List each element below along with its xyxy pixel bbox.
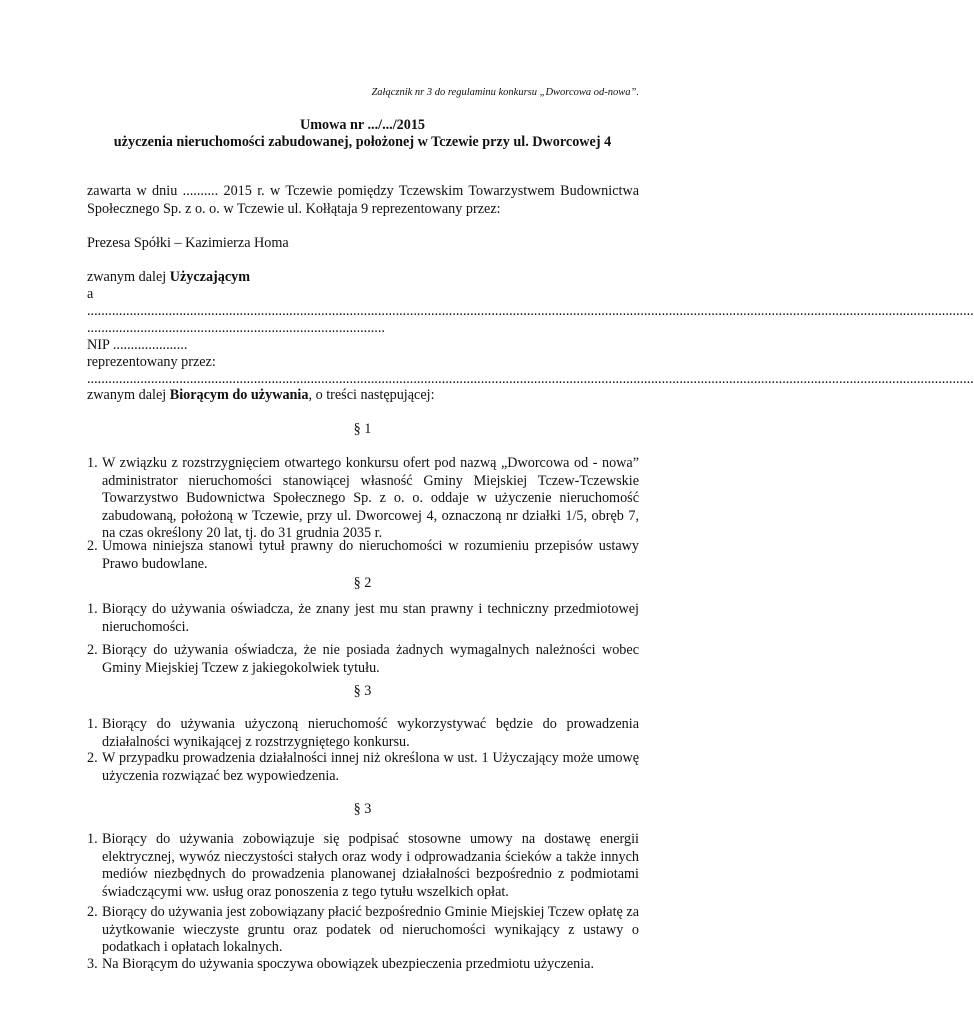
lender-name: Użyczającym <box>169 269 251 285</box>
lender-definition <box>87 269 639 287</box>
section-2-item-2 <box>87 642 639 677</box>
annex-note: Załącznik nr 3 do regulaminu konkursu „Dworcowa od-nowa”. <box>371 87 639 98</box>
borrower-suffix: , o treści następującej: <box>308 387 435 403</box>
item-number: 2. <box>87 750 98 766</box>
borrower-name: Biorącym do używania <box>169 387 309 403</box>
section-4-heading: § 3 <box>353 801 372 817</box>
lender-prefix: zwanym dalej <box>87 269 170 285</box>
item-text: Umowa niniejsza stanowi tytuł prawny do nieruchomości w rozumieniu przepisów ustawy Prawo budowlane. <box>102 538 639 572</box>
item-number: 2. <box>87 904 98 920</box>
item-number: 1. <box>87 601 98 617</box>
intro-paragraph: zawarta w dniu .......... 2015 r. w Tczewie pomiędzy Tczewskim Towarzystwem Budownictwa Społecznego Sp. z o. o. w Tczewie ul. Kołłątaja 9 reprezentowany przez: <box>87 183 639 217</box>
section-1-item-2 <box>87 538 639 573</box>
and-conjunction: a <box>87 286 94 302</box>
item-text: W związku z rozstrzygnięciem otwartego konkursu ofert pod nazwą „Dworcowa od - nowa” administrator nieruchomości stanowiącej własność Gminy Miejskiej Tczew-Tczewskie Towarzystwo Budownictwa Społecznego Sp. z o. o. oddaje w użyczenie nieruchomość zabudowaną, położoną w Tczewie, przy ul. Dworcowej 4, oznaczoną nr działki 1/5, obręb 7, na czas określony 20 lat, tj. do 31 grudnia 2035 r. <box>102 455 639 542</box>
item-text: Biorący do używania zobowiązuje się podpisać stosowne umowy na dostawę energii elektrycznej, wywóz nieczystości stałych oraz wody i odprowadzania ścieków a także innych mediów niezbędnych do prowadzenia planowanej działalności bezpośrednio z podmiotami świadczącymi ww. usług oraz ponoszenia z tego tytułu wszelkich opłat. <box>102 831 639 900</box>
blank-line-2: .................................................................................... <box>87 320 385 336</box>
section-3-heading: § 3 <box>353 683 372 699</box>
section-3-item-1 <box>87 716 639 751</box>
section-4-item-3 <box>87 956 639 974</box>
borrower-prefix: zwanym dalej <box>87 387 170 403</box>
representative-line: Prezesa Spółki – Kazimierza Homa <box>87 235 289 251</box>
contract-subtitle: użyczenia nieruchomości zabudowanej, położonej w Tczewie przy ul. Dworcowej 4 <box>113 134 612 150</box>
blank-line-1: .......................................................................................................................................................................................................................................................... <box>87 303 974 319</box>
section-4-item-1 <box>87 831 639 901</box>
section-2-item-1 <box>87 601 639 636</box>
item-text: Biorący do używania oświadcza, że znany jest mu stan prawny i techniczny przedmiotowej nieruchomości. <box>102 601 639 635</box>
section-1-heading: § 1 <box>353 421 372 437</box>
item-number: 2. <box>87 538 98 554</box>
item-number: 3. <box>87 956 98 972</box>
blank-line-3: .......................................................................................................................................................................................................................................................... <box>87 371 974 387</box>
item-text: Biorący do używania oświadcza, że nie posiada żadnych wymagalnych należności wobec Gminy Miejskiej Tczew z jakiegokolwiek tytułu. <box>102 642 639 676</box>
item-number: 2. <box>87 642 98 658</box>
contract-title: Umowa nr .../.../2015 <box>299 117 426 133</box>
item-text: Biorący do używania jest zobowiązany płacić bezpośrednio Gminie Miejskiej Tczew opłatę za użytkowanie wieczyste gruntu oraz podatek od nieruchomości wynikający z ustawy o podatkach i opłatach lokalnych. <box>102 904 639 956</box>
borrower-definition <box>87 387 639 405</box>
item-number: 1. <box>87 716 98 732</box>
nip-line: NIP ..................... <box>87 337 188 353</box>
section-2-heading: § 2 <box>353 575 372 591</box>
section-1-item-1 <box>87 455 639 543</box>
item-text: Biorący do używania użyczoną nieruchomość wykorzystywać będzie do prowadzenia działalności wynikającej z rozstrzygniętego konkursu. <box>102 716 639 750</box>
section-4-item-2 <box>87 904 639 957</box>
item-number: 1. <box>87 455 98 471</box>
represented-by-label: reprezentowany przez: <box>87 354 216 370</box>
item-text: W przypadku prowadzenia działalności innej niż określona w ust. 1 Użyczający może umowę użyczenia rozwiązać bez wypowiedzenia. <box>102 750 639 784</box>
section-3-item-2 <box>87 750 639 785</box>
item-text: Na Biorącym do używania spoczywa obowiązek ubezpieczenia przedmiotu użyczenia. <box>102 956 595 972</box>
item-number: 1. <box>87 831 98 847</box>
